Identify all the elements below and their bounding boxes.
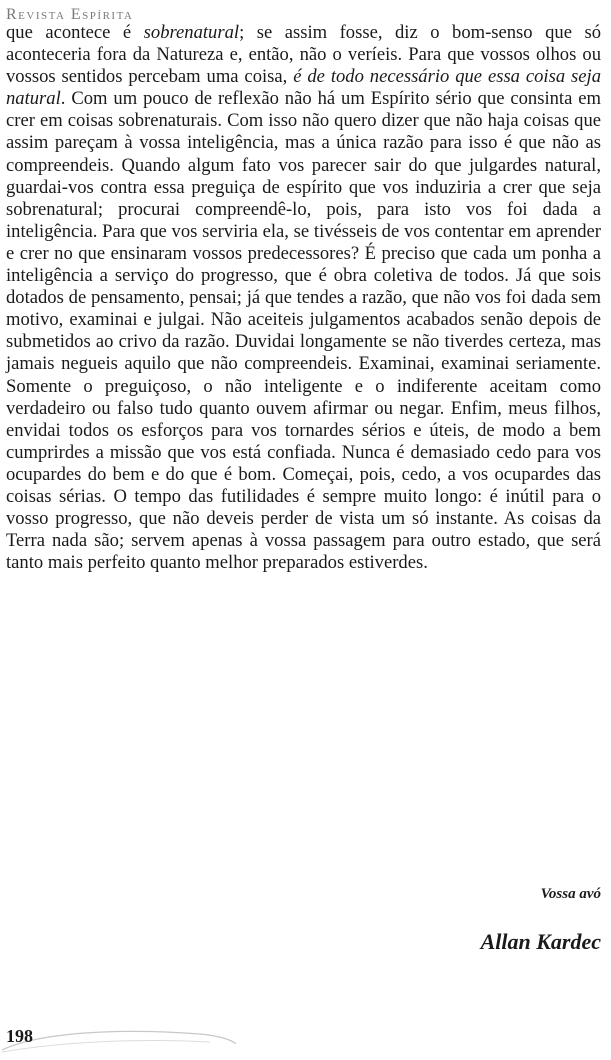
body-emphasis-2: é de todo necessário que essa coisa seja natural: [6, 66, 601, 110]
page-number: 198: [6, 1026, 33, 1046]
body-paragraph: [6, 22, 601, 574]
body-text-1: que acontece é: [6, 22, 144, 43]
body-text-3: . Com um pouco de reflexão não há um Espírito sério que consinta em crer em coisas sobrenaturais. Com isso não quero dizer que não haja coisas que assim pareçam à vossa inteligência, mas a única razão para isso é que não as compreendeis. Quando algum fato vos parecer sair do que julgardes natural, guardai-vos contra essa preguiça de espírito que vos induziria a crer que seja sobrenatural; procurai compreendê-lo, pois, para isto vos foi dada a inteligência. Para que vos serviria ela, se tivésseis de vos contentar em aprender e crer no que ensinaram vossos predecessores? É preciso que cada um ponha a inteligência a serviço do progresso, que é obra coletiva de todos. Já que sois dotados de pensamento, pensai; já que tendes a razão, que não vos foi dada sem motivo, examinai e julgai. Não aceiteis julgamentos acabados senão depois de submetidos ao crivo da razão. Duvidai longamente se não tiverdes certeza, mas jamais negueis aquilo que não compreendeis. Examinai, examinai seriamente. Somente o preguiçoso, o não inteligente e o indiferente aceitam como verdadeiro ou falso tudo quanto ouvem afirmar ou negar. Enfim, meus filhos, envidai todos os esforços para vos tornardes sérios e úteis, de modo a bem cumprirdes a missão que vos está confiada. Nunca é demasiado cedo para vos ocupardes do bem e do que é bom. Começai, pois, cedo, a vos ocupardes das coisas sérias. O tempo das futilidades é sempre muito longo: é inútil para o vosso progresso, que não deveis perder de vista um só instante. As coisas da Terra nada são; servem apenas à vossa passagem para outro estado, que será tanto mais perfeito quanto melhor preparados estiverdes.: [6, 88, 601, 574]
signature-salutation: Vossa avó: [540, 886, 601, 902]
running-header: Revista Espírita: [6, 6, 134, 23]
body-text-2: ; se assim fosse, diz o bom-senso que só aconteceria fora da Natureza e, então, não o veríeis. Para que vossos olhos ou vossos sentidos percebam uma coisa,: [6, 22, 601, 88]
signature-author: Allan Kardec: [480, 929, 601, 954]
body-emphasis-1: sobrenatural: [143, 22, 240, 43]
page-ornament-swoosh: [0, 1022, 240, 1056]
